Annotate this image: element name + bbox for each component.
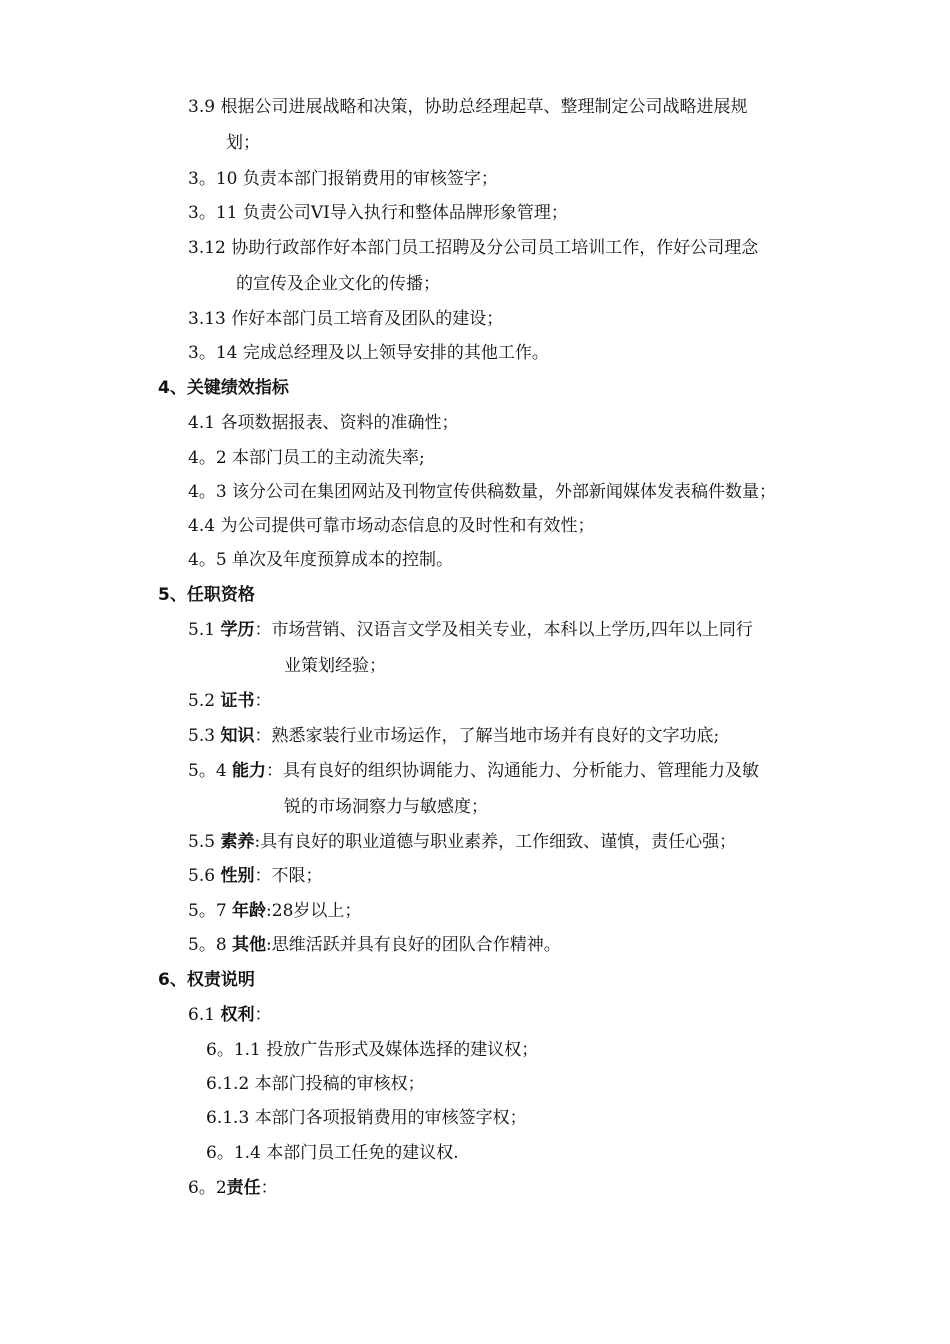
list-item-4-5: 4。5 单次及年度预算成本的控制。 xyxy=(188,550,454,570)
list-item-6-1-2: 6.1.2 本部门投稿的审核权； xyxy=(206,1074,425,1094)
list-item-5-7: 5。7 年龄:28岁以上； xyxy=(188,901,362,921)
list-item-5-3: 5.3 知识：熟悉家装行业市场运作，了解当地市场并有良好的文字功底; xyxy=(188,726,720,746)
section-heading-6: 6、权责说明 xyxy=(158,970,255,990)
list-item-5-8: 5。8 其他:思维活跃并具有良好的团队合作精神。 xyxy=(188,935,561,955)
list-item-6-2: 6。2责任： xyxy=(188,1178,278,1198)
list-item-3-11: 3。11 负责公司VI导入执行和整体品牌形象管理； xyxy=(188,203,568,223)
list-item-6-1-1: 6。1.1 投放广告形式及媒体选择的建议权； xyxy=(206,1040,539,1060)
list-item-6-1-4: 6。1.4 本部门员工任免的建议权. xyxy=(206,1143,459,1163)
list-item-3-14: 3。14 完成总经理及以上领导安排的其他工作。 xyxy=(188,343,549,363)
list-item-4-3: 4。3 该分公司在集团网站及刊物宣传供稿数量，外部新闻媒体发表稿件数量； xyxy=(188,482,777,502)
list-item-3-13: 3.13 作好本部门员工培育及团队的建设； xyxy=(188,309,504,329)
list-item-3-9-continued: 划； xyxy=(226,133,260,153)
list-item-3-12-continued: 的宣传及企业文化的传播； xyxy=(236,274,440,294)
list-item-3-9: 3.9 根据公司进展战略和决策，协助总经理起草、整理制定公司战略进展规 xyxy=(188,97,748,117)
list-item-3-12: 3.12 协助行政部作好本部门员工招聘及分公司员工培训工作，作好公司理念 xyxy=(188,238,759,258)
list-item-5-4-continued: 锐的市场洞察力与敏感度； xyxy=(284,797,488,817)
list-item-5-1: 5.1 学历：市场营销、汉语言文学及相关专业，本科以上学历,四年以上同行 xyxy=(188,620,753,640)
list-item-4-4: 4.4 为公司提供可靠市场动态信息的及时性和有效性； xyxy=(188,516,595,536)
list-item-6-1: 6.1 权利： xyxy=(188,1005,272,1025)
section-heading-4: 4、关键绩效指标 xyxy=(158,378,289,398)
list-item-5-6: 5.6 性别：不限； xyxy=(188,866,323,886)
section-heading-5: 5、任职资格 xyxy=(158,585,255,605)
list-item-5-4: 5。4 能力：具有良好的组织协调能力、沟通能力、分析能力、管理能力及敏 xyxy=(188,761,760,781)
list-item-6-1-3: 6.1.3 本部门各项报销费用的审核签字权； xyxy=(206,1108,527,1128)
list-item-5-2: 5.2 证书： xyxy=(188,691,272,711)
list-item-4-2: 4。2 本部门员工的主动流失率; xyxy=(188,448,425,468)
list-item-5-1-continued: 业策划经验； xyxy=(284,656,386,676)
list-item-4-1: 4.1 各项数据报表、资料的准确性； xyxy=(188,413,459,433)
list-item-3-10: 3。10 负责本部门报销费用的审核签字； xyxy=(188,169,498,189)
list-item-5-5: 5.5 素养:具有良好的职业道德与职业素养，工作细致、谨慎，责任心强； xyxy=(188,832,737,852)
